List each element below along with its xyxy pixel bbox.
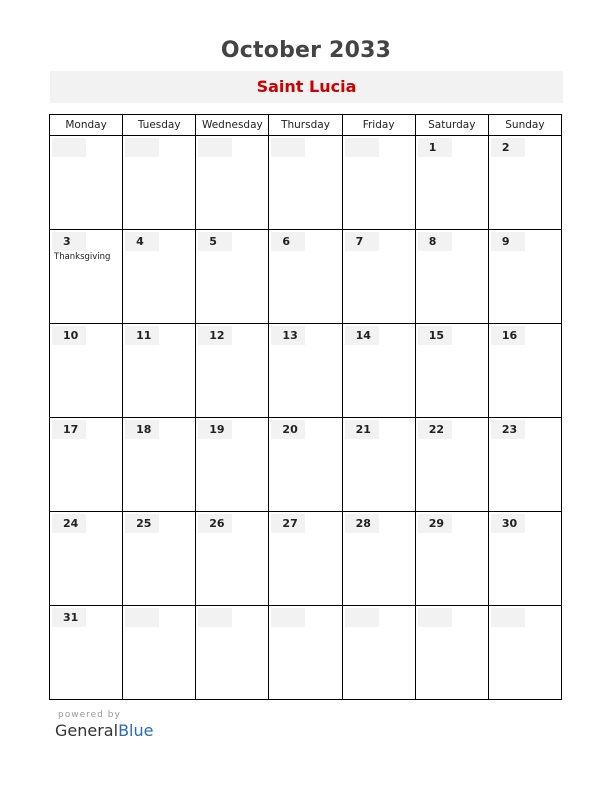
day-cell[interactable]	[342, 230, 415, 324]
week-row	[50, 136, 562, 230]
day-number: 20	[271, 420, 305, 439]
day-cell[interactable]	[50, 418, 123, 512]
weekday-header-monday: Monday	[50, 115, 123, 136]
day-cell[interactable]	[269, 136, 342, 230]
day-cell[interactable]	[123, 512, 196, 606]
day-number	[271, 138, 305, 157]
day-number: 13	[271, 326, 305, 345]
day-number	[345, 138, 379, 157]
weekday-header-tuesday: Tuesday	[123, 115, 196, 136]
weekday-header-friday: Friday	[342, 115, 415, 136]
day-cell[interactable]	[269, 512, 342, 606]
holiday-label: Thanksgiving	[54, 252, 111, 262]
day-number: 2	[491, 138, 525, 157]
calendar-title: October 2033	[220, 38, 392, 63]
day-cell[interactable]	[123, 418, 196, 512]
day-number	[491, 608, 525, 627]
powered-by-text: powered by	[58, 710, 121, 720]
day-number: 28	[345, 514, 379, 533]
brand-blue-text: Blue	[118, 721, 154, 740]
day-number: 9	[491, 232, 525, 251]
day-number: 27	[271, 514, 305, 533]
day-cell[interactable]	[269, 230, 342, 324]
day-number: 29	[418, 514, 452, 533]
day-cell[interactable]	[196, 230, 269, 324]
day-cell[interactable]	[123, 136, 196, 230]
day-number: 30	[491, 514, 525, 533]
week-row	[50, 418, 562, 512]
day-number: 8	[418, 232, 452, 251]
day-cell[interactable]	[50, 606, 123, 700]
day-cell[interactable]	[123, 606, 196, 700]
weekday-header-thursday: Thursday	[269, 115, 342, 136]
day-cell[interactable]	[50, 512, 123, 606]
day-number	[198, 608, 232, 627]
day-cell[interactable]	[342, 324, 415, 418]
day-number	[125, 138, 159, 157]
day-cell[interactable]	[415, 418, 488, 512]
day-number: 5	[198, 232, 232, 251]
day-cell[interactable]	[50, 324, 123, 418]
day-cell[interactable]	[415, 136, 488, 230]
week-row	[50, 324, 562, 418]
day-number: 18	[125, 420, 159, 439]
day-cell[interactable]	[488, 324, 561, 418]
month-calendar-grid	[49, 114, 562, 700]
weekday-header-row	[50, 115, 562, 136]
day-cell[interactable]	[269, 418, 342, 512]
day-cell[interactable]	[196, 324, 269, 418]
day-number	[345, 608, 379, 627]
day-number	[52, 138, 86, 157]
week-row	[50, 230, 562, 324]
day-cell[interactable]	[488, 136, 561, 230]
day-number: 19	[198, 420, 232, 439]
day-cell[interactable]	[415, 230, 488, 324]
calendar-body	[50, 136, 562, 700]
day-cell[interactable]	[342, 136, 415, 230]
day-number: 3	[52, 232, 86, 251]
day-number: 6	[271, 232, 305, 251]
day-number	[198, 138, 232, 157]
day-cell[interactable]	[342, 512, 415, 606]
day-number: 10	[52, 326, 86, 345]
day-number: 23	[491, 420, 525, 439]
day-number	[271, 608, 305, 627]
weekday-header-wednesday: Wednesday	[196, 115, 269, 136]
day-cell[interactable]	[342, 418, 415, 512]
generalblue-logo[interactable]	[55, 721, 153, 740]
brand-general-text: General	[55, 721, 119, 740]
day-cell[interactable]	[488, 418, 561, 512]
day-number: 15	[418, 326, 452, 345]
day-number: 1	[418, 138, 452, 157]
day-cell[interactable]	[123, 230, 196, 324]
day-cell[interactable]	[123, 324, 196, 418]
day-cell[interactable]	[196, 136, 269, 230]
day-cell[interactable]	[50, 136, 123, 230]
day-number	[125, 608, 159, 627]
day-cell[interactable]	[50, 230, 123, 324]
day-cell[interactable]	[269, 324, 342, 418]
day-cell[interactable]	[488, 230, 561, 324]
day-cell[interactable]	[488, 512, 561, 606]
day-number: 21	[345, 420, 379, 439]
day-cell[interactable]	[196, 606, 269, 700]
day-cell[interactable]	[415, 512, 488, 606]
day-number: 25	[125, 514, 159, 533]
weekday-header-saturday: Saturday	[415, 115, 488, 136]
day-cell[interactable]	[196, 512, 269, 606]
country-bar	[50, 71, 563, 103]
day-number	[418, 608, 452, 627]
day-number: 7	[345, 232, 379, 251]
day-cell[interactable]	[196, 418, 269, 512]
country-name: Saint Lucia	[256, 77, 357, 96]
day-number: 26	[198, 514, 232, 533]
week-row	[50, 606, 562, 700]
day-cell[interactable]	[342, 606, 415, 700]
weekday-header-sunday: Sunday	[488, 115, 561, 136]
week-row	[50, 512, 562, 606]
day-number: 12	[198, 326, 232, 345]
day-number: 4	[125, 232, 159, 251]
day-number: 11	[125, 326, 159, 345]
day-number: 22	[418, 420, 452, 439]
day-number: 14	[345, 326, 379, 345]
day-cell[interactable]	[415, 606, 488, 700]
day-cell[interactable]	[269, 606, 342, 700]
day-cell[interactable]	[415, 324, 488, 418]
day-number: 24	[52, 514, 86, 533]
day-number: 16	[491, 326, 525, 345]
day-cell[interactable]	[488, 606, 561, 700]
day-number: 17	[52, 420, 86, 439]
day-number: 31	[52, 608, 86, 627]
